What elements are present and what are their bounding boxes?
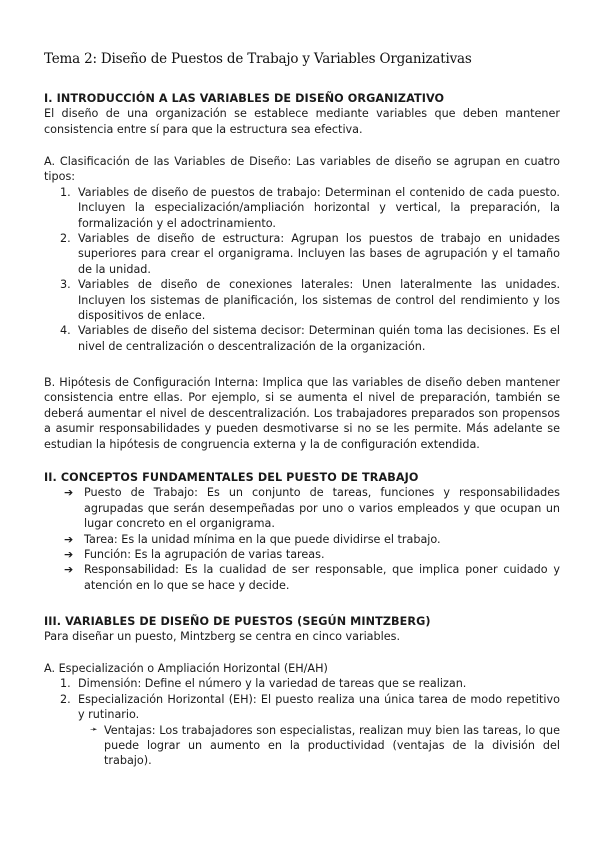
list-item: 2. Especialización Horizontal (EH): El puesto realiza una única tarea de modo repetitivo y rutinario. [60, 692, 560, 722]
list-item: ➔ Función: Es la agrupación de varias tareas. [64, 548, 325, 562]
section-3-intro: Para diseñar un puesto, Mintzberg se centra en cinco variables. [44, 630, 401, 644]
arrow-right-icon: ➔ [64, 563, 74, 577]
list-item: 1. Variables de diseño de puestos de trabajo: Determinan el contenido de cada puesto. Incluyen la especialización/ampliación horizontal y vertical, la preparación, la formalización y el adoctrinamiento. [60, 185, 560, 230]
section-1-intro: El diseño de una organización se establece mediante variables que deben mantener consistencia entre sí para que la estructura sea efectiva. [44, 107, 560, 136]
section-3-a-text: A. Especialización o Ampliación Horizontal (EH/AH) [44, 662, 328, 675]
list-item: ➔ Tarea: Es la unidad mínima en la que puede dividirse el trabajo. [64, 532, 441, 546]
section-3-a-list [44, 676, 560, 722]
section-2-heading: II. CONCEPTOS FUNDAMENTALES DEL PUESTO DE TRABAJO [44, 471, 419, 484]
section-1-b-text: B. Hipótesis de Configuración Interna: Implica que las variables de diseño deben mantener consistencia entre ellas. Por ejemplo, si se aumenta el nivel de preparación, también se deberá aumentar el nivel de descentralización. Los trabajadores preparados son propensos a asumir responsabilidades y pueden desmotivarse si no se les permite. Más adelante se estudian la hipótesis de congruencia externa y la de configuración extendida. [44, 376, 560, 451]
list-item: 3. Variables de diseño de conexiones laterales: Unen lateralmente las unidades. Incluyen los sistemas de planificación, los sistemas de control del rendimiento y los dispositivos de enlace. [60, 278, 560, 323]
section-1-heading: I. INTRODUCCIÓN A LAS VARIABLES DE DISEÑO ORGANIZATIVO [44, 92, 445, 105]
list-item: 1. Dimensión: Define el número y la variedad de tareas que se realizan. [60, 677, 467, 691]
section-3-heading: III. VARIABLES DE DISEÑO DE PUESTOS (SEGÚN MINTZBERG) [44, 615, 431, 628]
section-1-a-list [44, 185, 560, 354]
section-1-a [44, 154, 560, 354]
section-1-a-text: A. Clasificación de las Variables de Diseño: Las variables de diseño se agrupan en cuatro tipos: [44, 155, 560, 184]
list-item: ➛ Ventajas: Los trabajadores son especialistas, realizan muy bien las tareas, lo que puede lograr un aumento en la productividad (ventajas de la división del trabajo). [90, 723, 560, 768]
section-1 [44, 91, 560, 137]
arrow-right-icon: ➔ [64, 532, 74, 546]
arrow-bullet-icon: ➛ [90, 724, 98, 735]
section-3-sub-list [44, 723, 560, 769]
arrow-right-icon: ➔ [64, 548, 74, 562]
section-2-list [44, 485, 560, 593]
section-1-b [44, 375, 560, 452]
list-item: ➔ Puesto de Trabajo: Es un conjunto de tareas, funciones y responsabilidades agrupadas que serán desempeñadas por uno o varios empleados y que ocupan un lugar concreto en el organigrama. [64, 486, 560, 531]
list-item: ➔ Responsabilidad: Es la cualidad de ser responsable, que implica poner cuidado y atención en lo que se hace y decide. [64, 563, 560, 592]
section-2 [44, 470, 560, 593]
section-3-a [44, 661, 560, 769]
arrow-right-icon: ➔ [64, 486, 74, 500]
page-title: Tema 2: Diseño de Puestos de Trabajo y Variables Organizativas [44, 51, 472, 67]
list-item: 2. Variables de diseño de estructura: Agrupan los puestos de trabajo en unidades superiores para crear el organigrama. Incluyen las bases de agrupación y el tamaño de la unidad. [60, 232, 560, 276]
section-3 [44, 614, 560, 645]
list-item: 4. Variables de diseño del sistema decisor: Determinan quién toma las decisiones. Es el nivel de centralización o descentralización de la organización. [60, 324, 560, 353]
